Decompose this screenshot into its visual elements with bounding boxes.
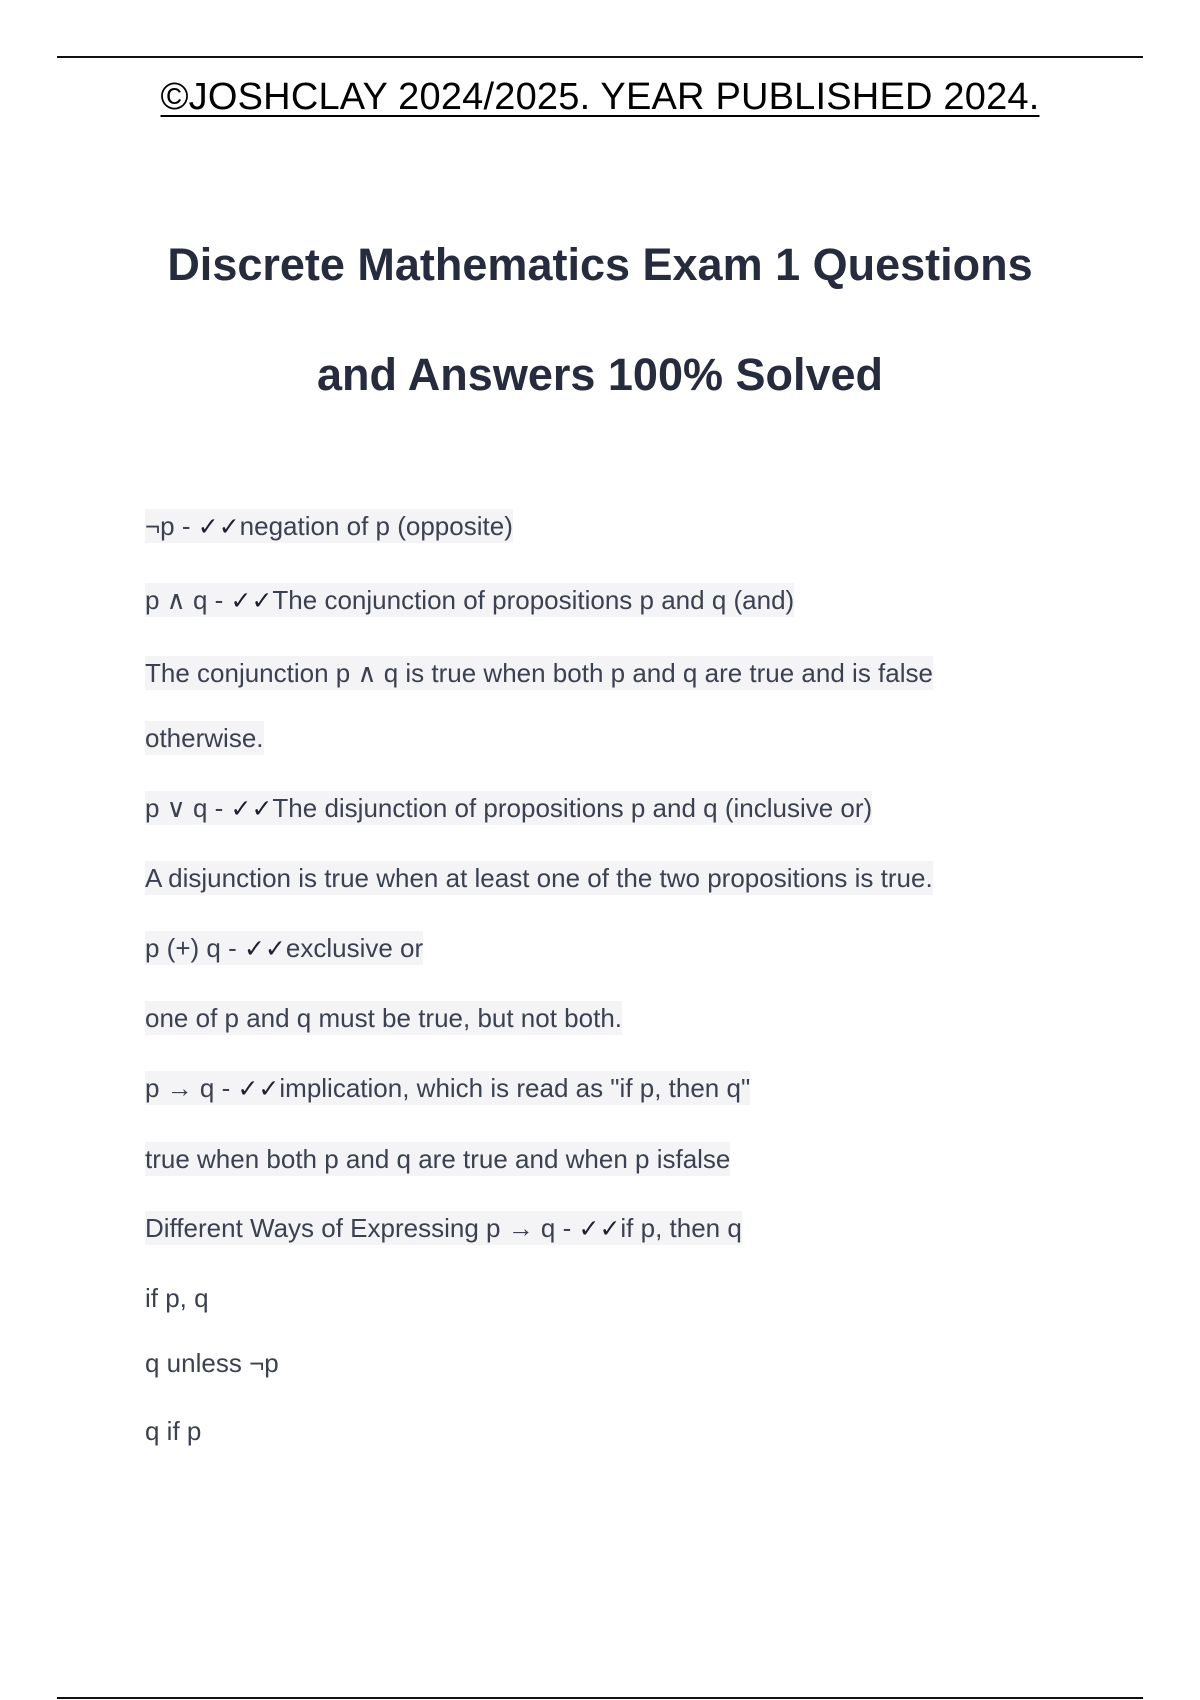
detail-text: q if p [145,1416,202,1446]
check-icon: ✓✓ [230,794,273,823]
qa-term-line [145,508,513,545]
qa-detail-line [145,1000,622,1036]
detail-text: one of p and q must be true, but not both. [145,1003,623,1033]
answer-text: The disjunction of propositions p and q (inclusive or) [272,793,873,823]
qa-detail-line [145,860,933,896]
title-line-2: and Answers 100% Solved [316,349,884,400]
answer-text: exclusive or [285,933,424,963]
term-text: p → q - [145,1073,238,1103]
bottom-rule [57,1697,1143,1699]
copyright-notice: ©JOSHCLAY 2024/2025. YEAR PUBLISHED 2024. [160,76,1040,118]
detail-text: A disjunction is true when at least one of the two propositions is true. [145,863,933,893]
qa-detail-line [145,1141,730,1177]
check-icon: ✓✓ [230,586,273,615]
qa-term-line [145,1210,742,1247]
qa-detail-line [145,655,933,691]
qa-detail-line [145,1280,209,1316]
answer-text: implication, which is read as "if p, then q" [279,1073,751,1103]
qa-detail-line [145,1413,201,1449]
document-title [0,210,1200,430]
check-icon: ✓✓ [243,934,286,963]
term-text: p (+) q - [145,933,244,963]
answer-text: negation of p (opposite) [239,511,513,541]
check-icon: ✓✓ [197,512,240,541]
qa-detail-line [145,720,264,756]
answer-text: if p, then q [620,1213,742,1243]
detail-text: q unless ¬p [145,1348,279,1378]
answer-text: The conjunction of propositions p and q (and) [272,585,795,615]
title-line-1: Discrete Mathematics Exam 1 Questions [167,239,1033,290]
detail-text: The conjunction p ∧ q is true when both p and q are true and is false [145,658,933,688]
check-icon: ✓✓ [237,1074,280,1103]
check-icon: ✓✓ [578,1214,621,1243]
qa-term-line [145,790,872,827]
qa-detail-line [145,1345,279,1381]
qa-term-line [145,930,423,967]
detail-text: true when both p and q are true and when p isfalse [145,1144,731,1174]
term-text: p ∧ q - [145,585,231,615]
term-text: Different Ways of Expressing p → q - [145,1213,579,1243]
term-text: ¬p - [145,511,198,541]
detail-text: otherwise. [145,723,264,753]
qa-term-line [145,582,794,619]
top-rule [57,56,1143,58]
term-text: p ∨ q - [145,793,231,823]
detail-text: if p, q [145,1283,209,1313]
qa-term-line [145,1070,750,1107]
page-header [0,76,1200,119]
